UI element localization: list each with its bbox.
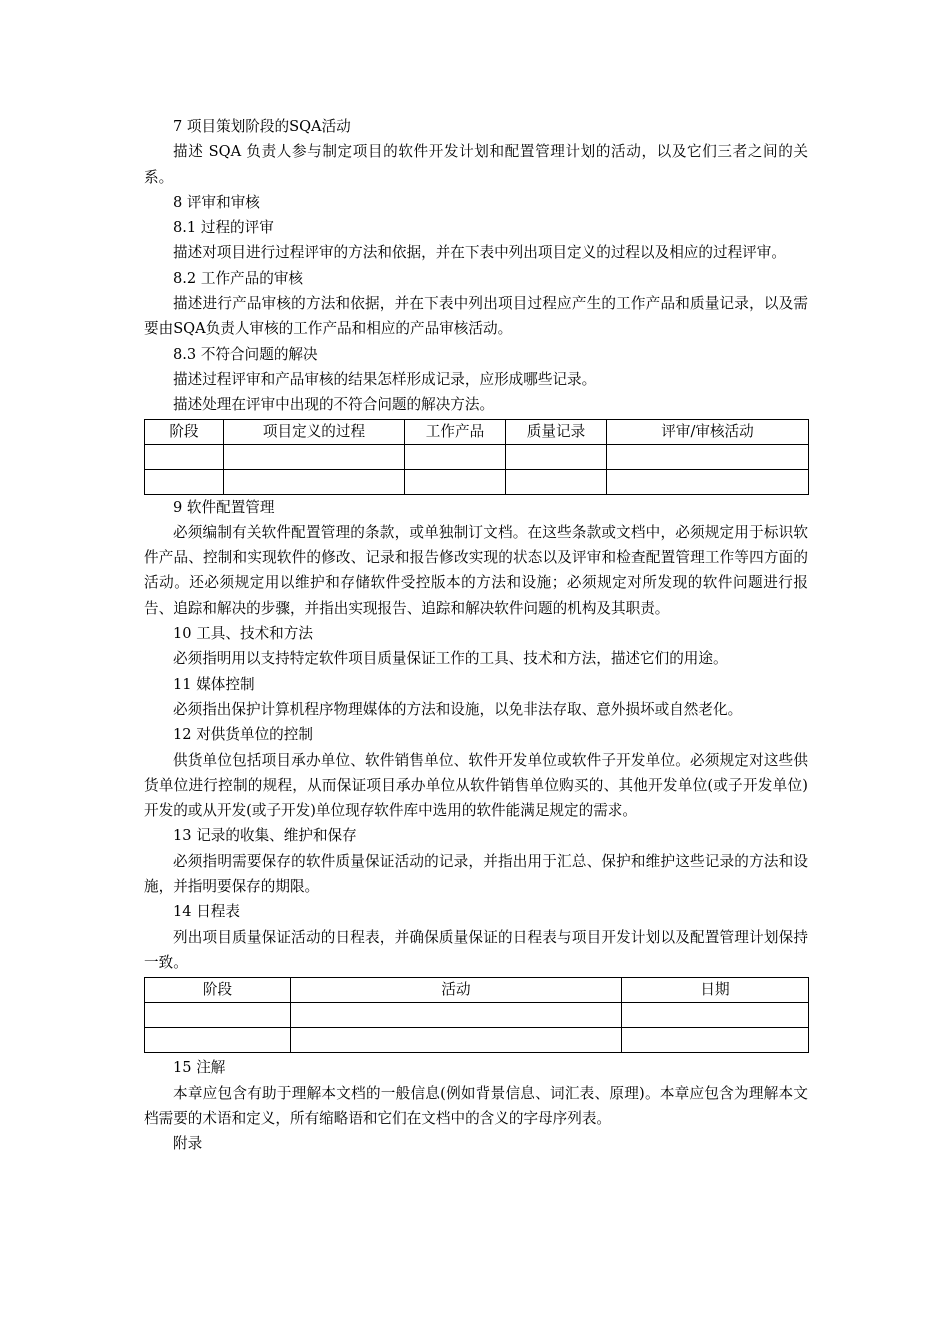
table-cell	[224, 469, 405, 494]
section-10-body: 必须指明用以支持特定软件项目质量保证工作的工具、技术和方法，描述它们的用途。	[173, 650, 728, 668]
table-cell	[622, 1003, 809, 1028]
table-cell	[145, 444, 224, 469]
table-cell	[607, 444, 809, 469]
table-cell	[405, 469, 506, 494]
document-page	[144, 114, 808, 1156]
schedule-table	[144, 977, 809, 1053]
section-14-body: 列出项目质量保证活动的日程表，并确保质量保证的日程表与项目开发计划以及配置管理计划保持一致。	[144, 928, 808, 971]
section-14-heading: 14 日程表	[173, 903, 240, 921]
section-10-heading: 10 工具、技术和方法	[173, 625, 313, 643]
table-header-cell: 质量记录	[506, 419, 607, 444]
section-8-3-body-1: 描述过程评审和产品审核的结果怎样形成记录，应形成哪些记录。	[173, 370, 597, 388]
table-cell	[224, 444, 405, 469]
section-12-heading: 12 对供货单位的控制	[173, 726, 313, 744]
section-7-body: 描述 SQA 负责人参与制定项目的软件开发计划和配置管理计划的活动，以及它们三者之间的关系。	[144, 143, 808, 186]
table-header-cell: 阶段	[145, 978, 291, 1003]
section-7-heading: 7 项目策划阶段的SQA活动	[173, 118, 351, 135]
appendix-heading: 附录	[173, 1135, 203, 1153]
section-11-heading: 11 媒体控制	[173, 675, 255, 693]
table-header-cell: 日期	[622, 978, 809, 1003]
table-cell	[607, 469, 809, 494]
table-cell	[145, 1028, 291, 1053]
table-cell	[291, 1003, 622, 1028]
table-header-cell: 工作产品	[405, 419, 506, 444]
table-cell	[506, 469, 607, 494]
table-row	[145, 1028, 809, 1053]
table-cell	[291, 1028, 622, 1053]
table-cell	[622, 1028, 809, 1053]
review-audit-table	[144, 419, 809, 495]
section-8-1-heading: 8.1 过程的评审	[173, 219, 274, 237]
section-9-heading: 9 软件配置管理	[173, 498, 275, 516]
table-cell	[405, 444, 506, 469]
table-header-row	[145, 419, 809, 444]
table-cell	[145, 1003, 291, 1028]
section-9-body: 必须编制有关软件配置管理的条款，或单独制订文档。在这些条款或文档中，必须规定用于标识软件产品、控制和实现软件的修改、记录和报告修改实现的状态以及评审和检查配置管理工作等四方面的活动。还必须规定用以维护和存储软件受控版本的方法和设施；必须规定对所发现的软件问题进行报告、追踪和解决的步骤，并指出实现报告、追踪和解决软件问题的机构及其职责。	[144, 523, 808, 617]
section-8-heading: 8 评审和审核	[173, 193, 260, 211]
section-8-1-body: 描述对项目进行过程评审的方法和依据，并在下表中列出项目定义的过程以及相应的过程评审。	[173, 244, 786, 262]
table-header-cell: 阶段	[145, 419, 224, 444]
section-13-heading: 13 记录的收集、维护和保存	[173, 827, 357, 845]
section-8-2-body: 描述进行产品审核的方法和依据，并在下表中列出项目过程应产生的工作产品和质量记录，以及需要由SQA负责人审核的工作产品和相应的产品审核活动。	[144, 295, 808, 338]
table-cell	[506, 444, 607, 469]
section-13-body: 必须指明需要保存的软件质量保证活动的记录，并指出用于汇总、保护和维护这些记录的方法和设施，并指明要保存的期限。	[144, 852, 808, 896]
section-15-body: 本章应包含有助于理解本文档的一般信息(例如背景信息、词汇表、原理)。本章应包含为理解本文档需要的术语和定义，所有缩略语和它们在文档中的含义的字母序列表。	[144, 1084, 808, 1127]
section-8-3-heading: 8.3 不符合问题的解决	[173, 345, 318, 363]
table-header-row	[145, 978, 809, 1003]
section-11-body: 必须指出保护计算机程序物理媒体的方法和设施，以免非法存取、意外损坏或自然老化。	[173, 700, 743, 718]
table-row	[145, 469, 809, 494]
section-12-body: 供货单位包括项目承办单位、软件销售单位、软件开发单位或软件子开发单位。必须规定对这些供货单位进行控制的规程，从而保证项目承办单位从软件销售单位购买的、其他开发单位(或子开发单位)开发的或从开发(或子开发)单位现存软件库中选用的软件能满足规定的需求。	[144, 751, 808, 820]
table-header-cell: 评审/审核活动	[607, 419, 809, 444]
section-8-3-body-2: 描述处理在评审中出现的不符合问题的解决方法。	[173, 396, 495, 414]
section-15-heading: 15 注解	[173, 1059, 226, 1077]
table-header-cell: 项目定义的过程	[224, 419, 405, 444]
section-8-2-heading: 8.2 工作产品的审核	[173, 269, 304, 287]
table-cell	[145, 469, 224, 494]
table-header-cell: 活动	[291, 978, 622, 1003]
table-row	[145, 1003, 809, 1028]
table-row	[145, 444, 809, 469]
